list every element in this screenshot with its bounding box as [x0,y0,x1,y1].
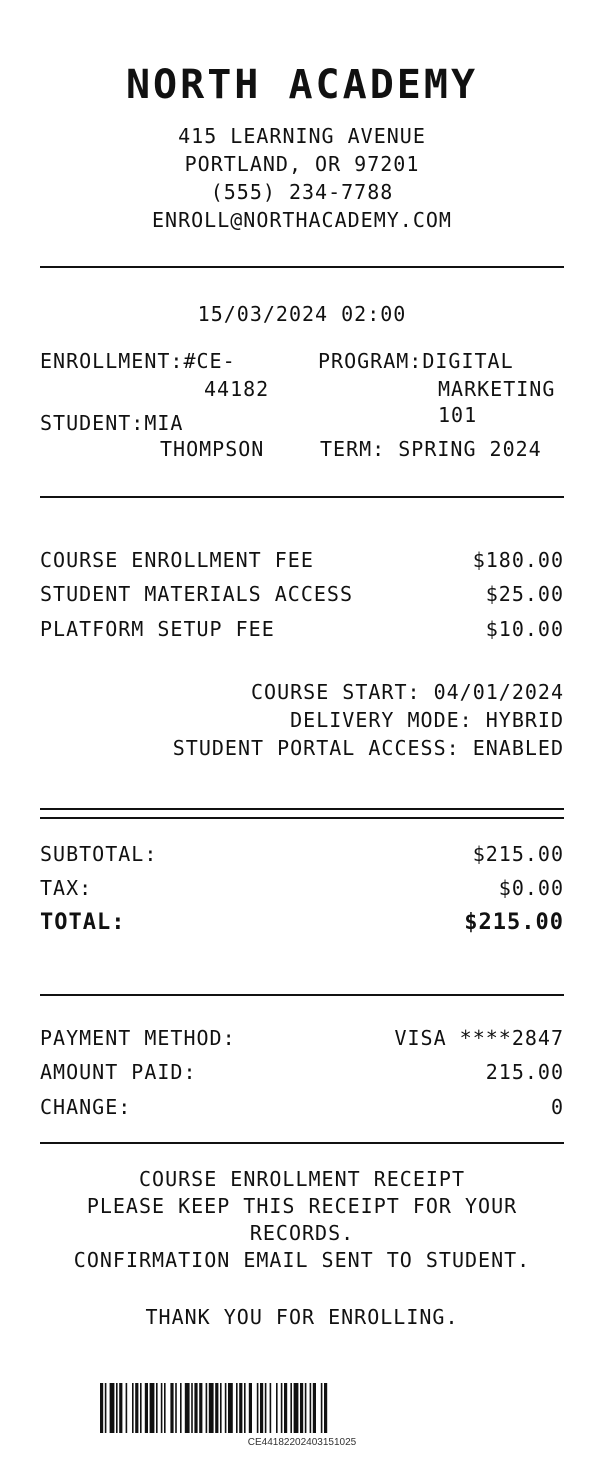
item-amount: $25.00 [485,582,564,606]
barcode-bar [126,1383,128,1433]
thank-you: THANK YOU FOR ENROLLING. [145,1305,459,1329]
footer-line1: COURSE ENROLLMENT RECEIPT [138,1167,466,1191]
store-name: NORTH ACADEMY [125,62,479,108]
barcode-bar [260,1383,263,1433]
barcode-bar [313,1383,316,1433]
program-name-line3: 101 [438,403,478,427]
barcode-bar [199,1383,202,1433]
email: ENROLL@NORTHACADEMY.COM [152,208,452,232]
subtotal-amount: $215.00 [472,842,564,866]
program-name-line2: MARKETING [438,377,556,401]
line-item [40,582,564,606]
barcode-bar [236,1383,238,1433]
barcode-bar [294,1383,299,1433]
barcode-bar [145,1383,148,1433]
footer-line4: CONFIRMATION EMAIL SENT TO STUDENT. [73,1248,531,1272]
barcode-bar [140,1383,142,1433]
item-label: PLATFORM SETUP FEE [40,617,275,641]
address-line1: 415 LEARNING AVENUE [178,124,426,148]
amount-paid-label: AMOUNT PAID: [40,1060,197,1084]
item-amount: $180.00 [472,548,564,572]
footer-line2: PLEASE KEEP THIS RECEIPT FOR YOUR [86,1194,518,1218]
divider [40,808,564,810]
subtotal-row [40,842,564,866]
total-row [40,910,564,935]
barcode-number: CE441822024031510​25 [247,1437,357,1448]
store-address [0,122,604,234]
line-item [40,548,564,572]
item-label: COURSE ENROLLMENT FEE [40,548,314,572]
tax-amount: $0.00 [498,876,564,900]
divider [40,496,564,498]
barcode [100,1383,504,1433]
line-item [40,617,564,641]
barcode-bar [257,1383,259,1433]
tax-row [40,876,564,900]
barcode-bar [265,1383,267,1433]
barcode-bar [105,1383,107,1433]
barcode-bar [281,1383,283,1433]
barcode-bar [161,1383,163,1433]
barcode-bar [132,1383,134,1433]
divider [40,994,564,996]
barcode-bar [175,1383,177,1433]
total-amount: $215.00 [464,910,564,935]
footer-line3: RECORDS. [249,1221,355,1245]
change-label: CHANGE: [40,1095,132,1119]
barcode-bar [244,1383,246,1433]
receipt-datetime: 15/03/2024 02:00 [197,302,407,326]
portal-access: STUDENT PORTAL ACCESS: ENABLED [172,736,564,760]
item-amount: $10.00 [485,617,564,641]
barcode-bar [135,1383,138,1433]
course-details [40,678,564,762]
payment-method: VISA ****2847 [394,1026,564,1050]
barcode-bar [321,1383,323,1433]
barcode-bar [110,1383,115,1433]
barcode-bar [270,1383,272,1433]
barcode-bar [324,1383,327,1433]
barcode-bar [310,1383,312,1433]
divider [40,817,564,819]
amount-paid: 215.00 [485,1060,564,1084]
barcode-bar [228,1383,233,1433]
barcode-bar [300,1383,303,1433]
delivery-mode: DELIVERY MODE: HYBRID [290,708,564,732]
barcode-bar [284,1383,287,1433]
divider [40,1142,564,1144]
divider [40,266,564,268]
barcode-bar [220,1383,222,1433]
barcode-bar [150,1383,155,1433]
term: TERM: SPRING 2024 [320,437,542,461]
address-line2: PORTLAND, OR 97201 [184,152,420,176]
barcode-bar [209,1383,214,1433]
phone: (555) 234-7788 [210,180,394,204]
program-label: PROGRAM:DIGITAL [318,349,514,373]
subtotal-label: SUBTOTAL: [40,842,158,866]
total-label: TOTAL: [40,910,126,935]
barcode-bar [215,1383,218,1433]
enrollment-label: ENROLLMENT:#CE- [40,349,236,373]
receipt-footer [40,1166,564,1274]
tax-label: TAX: [40,876,93,900]
amount-paid-row [40,1060,564,1084]
barcode-bar [180,1383,182,1433]
item-label: STUDENT MATERIALS ACCESS [40,582,353,606]
barcode-bar [191,1383,193,1433]
barcode-bar [100,1383,103,1433]
barcode-bar [185,1383,190,1433]
course-start: COURSE START: 04/01/2024 [251,680,564,704]
student-name-line2: THOMPSON [160,437,265,461]
barcode-bar [290,1383,292,1433]
barcode-bar [276,1383,278,1433]
barcode-bar [305,1383,307,1433]
student-label: STUDENT:MIA [40,411,184,435]
barcode-bar [225,1383,227,1433]
barcode-bar [116,1383,118,1433]
barcode-bar [164,1383,166,1433]
enrollment-number: 44182 [204,377,270,401]
barcode-bar [239,1383,242,1433]
barcode-bar [119,1383,122,1433]
barcode-bar [156,1383,158,1433]
change-amount: 0 [550,1095,564,1119]
barcode-bar [170,1383,173,1433]
barcode-bar [249,1383,252,1433]
payment-method-label: PAYMENT METHOD: [40,1026,236,1050]
barcode-bar [206,1383,208,1433]
payment-method-row [40,1026,564,1050]
change-row [40,1095,564,1119]
barcode-bar [194,1383,197,1433]
